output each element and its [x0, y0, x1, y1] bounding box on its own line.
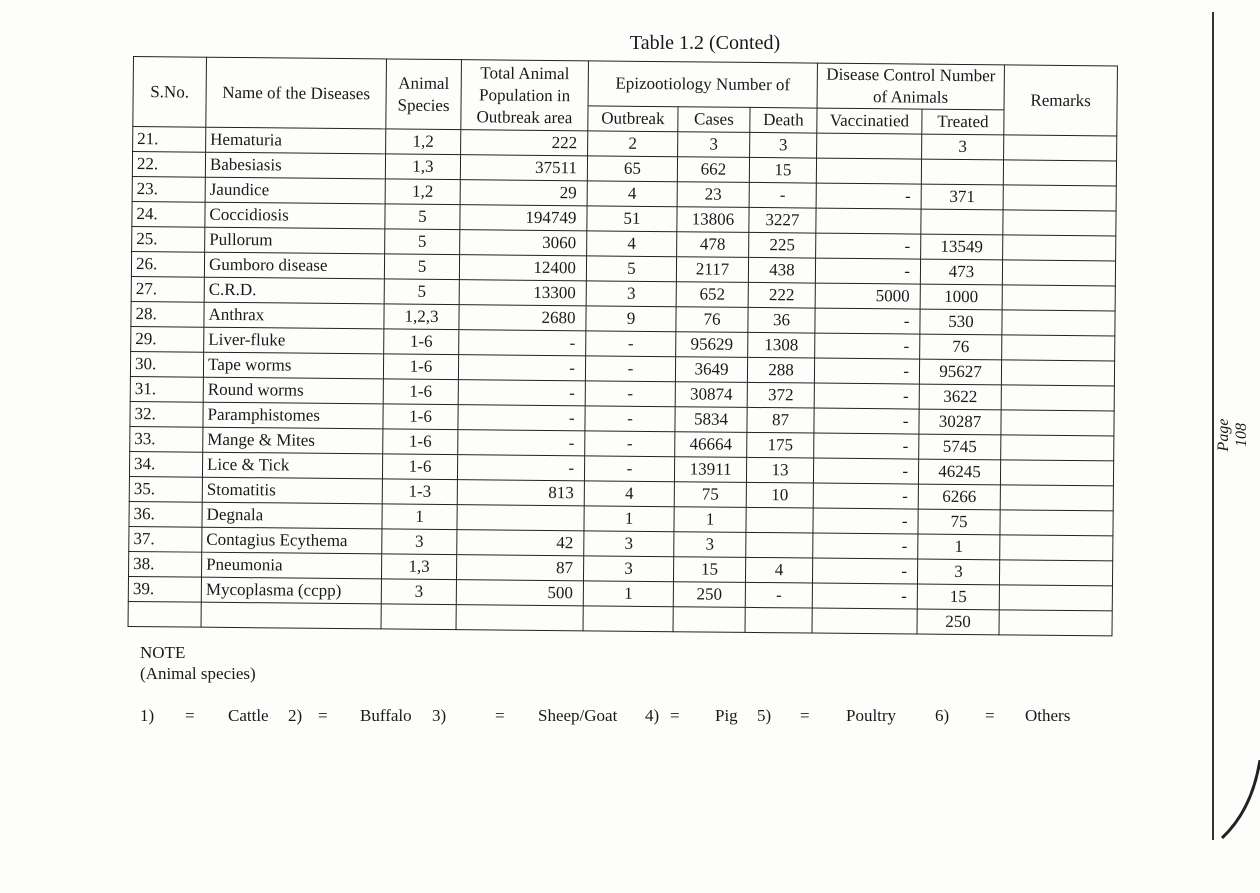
cell-species: 1-6	[384, 329, 459, 355]
cell-name: Degnala	[202, 502, 382, 529]
cell-death: 3	[750, 132, 817, 158]
cell-name: C.R.D.	[204, 277, 384, 304]
cell-species: 5	[384, 279, 459, 305]
cell-outbreak: -	[585, 406, 675, 432]
cell-outbreak: 3	[583, 556, 673, 582]
cell-treated: 76	[920, 334, 1002, 360]
cell-remarks	[1001, 435, 1114, 461]
table-header	[133, 57, 1118, 136]
cell-death	[746, 532, 813, 558]
cell-treated: 6266	[918, 484, 1000, 510]
table-title: Table 1.2 (Conted)	[629, 32, 781, 54]
header-name: Name of the Diseases	[206, 57, 387, 129]
cell-cases: 13806	[677, 207, 749, 233]
cell-treated	[921, 159, 1003, 185]
cell-cases: 76	[676, 307, 748, 333]
cell-species: 1-6	[382, 454, 457, 480]
note-subheading: (Animal species)	[140, 664, 256, 683]
cell-population: 222	[461, 130, 588, 156]
header-cases: Cases	[678, 107, 750, 133]
cell-species: 1-6	[383, 404, 458, 430]
cell-outbreak: -	[584, 456, 674, 482]
cell-population: 87	[456, 555, 583, 581]
header-vaccinated: Vaccinatied	[817, 108, 922, 134]
cell-population: 37511	[460, 155, 587, 181]
cell-outbreak: 4	[587, 181, 677, 207]
cell-population: 3060	[460, 230, 587, 256]
cell-cases: 15	[673, 557, 745, 583]
cell-death	[746, 507, 813, 533]
cell-name: Round worms	[203, 377, 383, 404]
cell-population: 13300	[459, 280, 586, 306]
cell-name: Pneumonia	[202, 552, 382, 579]
cell-species: 1,3	[381, 554, 456, 580]
cell-species: 1-6	[383, 429, 458, 455]
cell-death: 10	[746, 482, 813, 508]
cell-outbreak: 9	[586, 306, 676, 332]
cell-population: 813	[457, 480, 584, 506]
cell-remarks	[1004, 135, 1117, 161]
cell-treated: 1	[918, 534, 1000, 560]
cell-sno: 29.	[131, 326, 204, 352]
cell-cases: 652	[676, 282, 748, 308]
header-outbreak: Outbreak	[588, 106, 678, 132]
cell-remarks	[1000, 460, 1113, 486]
cell-name: Jaundice	[205, 177, 385, 204]
cell-species: 1	[382, 504, 457, 530]
cell-name: Mycoplasma (ccpp)	[201, 577, 381, 604]
cell-outbreak: 4	[584, 481, 674, 507]
cell-species: 1-6	[383, 354, 458, 380]
cell-sno	[128, 601, 201, 627]
legend-key: 2)	[288, 706, 303, 725]
cell-population: 2680	[459, 305, 586, 331]
cell-cases: 1	[674, 507, 746, 533]
cell-vaccinated: -	[815, 258, 920, 284]
cell-name: Tape worms	[203, 352, 383, 379]
cell-remarks	[999, 585, 1112, 611]
cell-cases: 478	[677, 232, 749, 258]
legend-key: 3)	[432, 706, 447, 725]
cell-sno: 31.	[130, 376, 203, 402]
cell-death: 222	[748, 282, 815, 308]
cell-name: Paramphistomes	[203, 402, 383, 429]
cell-remarks	[1000, 485, 1113, 511]
cell-treated: 250	[917, 609, 999, 635]
legend-equals: =	[985, 706, 995, 725]
cell-remarks	[1001, 360, 1114, 386]
cell-population: -	[458, 430, 585, 456]
header-sno: S.No.	[133, 57, 207, 128]
cell-outbreak: -	[586, 331, 676, 357]
cell-outbreak: 3	[586, 281, 676, 307]
note-heading: NOTE	[140, 643, 186, 662]
cell-death: 4	[745, 557, 812, 583]
cell-remarks	[1002, 285, 1115, 311]
cell-death: 175	[747, 432, 814, 458]
cell-death: 15	[749, 157, 816, 183]
cell-sno: 27.	[131, 276, 204, 302]
legend-value: Poultry	[846, 706, 897, 725]
cell-treated: 95627	[919, 359, 1001, 385]
legend-equals: =	[318, 706, 328, 725]
legend-equals: =	[495, 706, 505, 725]
cell-cases: 250	[673, 582, 745, 608]
cell-treated: 46245	[918, 459, 1000, 485]
cell-death: 288	[747, 357, 814, 383]
cell-species: 1,2	[385, 179, 460, 205]
cell-cases: 23	[677, 182, 749, 208]
cell-outbreak: 65	[587, 156, 677, 182]
legend-value: Others	[1025, 706, 1071, 725]
cell-population	[456, 605, 583, 631]
cell-death: 438	[748, 257, 815, 283]
cell-vaccinated: -	[816, 233, 921, 259]
cell-treated: 530	[920, 309, 1002, 335]
page-curl-mark	[1220, 760, 1260, 840]
cell-treated: 15	[917, 584, 999, 610]
legend-equals: =	[670, 706, 680, 725]
cell-cases: 3649	[675, 357, 747, 383]
cell-vaccinated: -	[813, 458, 918, 484]
legend-key: 6)	[935, 706, 950, 725]
cell-remarks	[1000, 510, 1113, 536]
cell-cases: 2117	[676, 257, 748, 283]
cell-death: 1308	[748, 332, 815, 358]
cell-sno: 33.	[130, 426, 203, 452]
cell-remarks	[1001, 410, 1114, 436]
cell-death: 13	[746, 457, 813, 483]
cell-cases: 662	[677, 157, 749, 183]
legend-equals: =	[800, 706, 810, 725]
cell-population: 194749	[460, 205, 587, 231]
table-body	[128, 127, 1117, 636]
cell-treated: 1000	[920, 284, 1002, 310]
cell-treated: 75	[918, 509, 1000, 535]
cell-vaccinated: -	[813, 508, 918, 534]
cell-name: Anthrax	[204, 302, 384, 329]
cell-species: 1,2	[386, 129, 461, 155]
cell-death: 372	[747, 382, 814, 408]
cell-population: -	[459, 330, 586, 356]
cell-remarks	[1003, 185, 1116, 211]
cell-population: -	[458, 380, 585, 406]
cell-outbreak: 1	[584, 506, 674, 532]
cell-cases: 75	[674, 482, 746, 508]
cell-population: 29	[460, 180, 587, 206]
cell-remarks	[1002, 310, 1115, 336]
cell-remarks	[999, 610, 1112, 636]
cell-sno: 36.	[129, 501, 202, 527]
cell-vaccinated: -	[812, 583, 917, 609]
legend-value: Pig	[715, 706, 738, 725]
cell-sno: 25.	[132, 226, 205, 252]
cell-sno: 22.	[132, 152, 205, 178]
cell-vaccinated	[812, 608, 917, 634]
cell-cases: 95629	[676, 332, 748, 358]
cell-name: Lice & Tick	[202, 452, 382, 479]
header-species: Animal Species	[386, 59, 462, 130]
cell-outbreak: -	[585, 381, 675, 407]
cell-treated: 371	[921, 184, 1003, 210]
cell-sno: 24.	[132, 201, 205, 227]
cell-name: Babesiasis	[205, 152, 385, 179]
cell-remarks	[1002, 335, 1115, 361]
cell-name: Liver-fluke	[204, 327, 384, 354]
cell-remarks	[1003, 235, 1116, 261]
cell-death: 3227	[749, 207, 816, 233]
cell-vaccinated: -	[812, 558, 917, 584]
cell-vaccinated: -	[814, 383, 919, 409]
cell-sno: 35.	[129, 476, 202, 502]
cell-outbreak	[583, 606, 673, 632]
cell-death: 225	[749, 232, 816, 258]
header-population: Total Animal Population in Outbreak area	[461, 60, 589, 131]
page-number: Page 108	[1215, 418, 1250, 452]
cell-population: 42	[457, 530, 584, 556]
cell-cases: 46664	[675, 432, 747, 458]
cell-outbreak: 2	[588, 131, 678, 157]
cell-cases: 3	[678, 132, 750, 158]
cell-population: -	[457, 455, 584, 481]
cell-name: Coccidiosis	[205, 202, 385, 229]
cell-sno: 26.	[131, 251, 204, 277]
cell-death: -	[749, 182, 816, 208]
cell-species: 1,2,3	[384, 304, 459, 330]
cell-treated: 13549	[921, 234, 1003, 260]
cell-name: Contagius Ecythema	[202, 527, 382, 554]
cell-death: -	[745, 582, 812, 608]
cell-vaccinated: -	[815, 333, 920, 359]
legend-key: 4)	[645, 706, 660, 725]
cell-species: 1,3	[385, 154, 460, 180]
cell-treated: 473	[920, 259, 1002, 285]
cell-sno: 39.	[128, 576, 201, 602]
cell-sno: 30.	[130, 351, 203, 377]
cell-remarks	[1000, 535, 1113, 561]
cell-name: Hematuria	[206, 127, 386, 154]
cell-treated	[921, 209, 1003, 235]
cell-species: 5	[385, 229, 460, 255]
cell-population: 500	[456, 580, 583, 606]
cell-treated: 5745	[919, 434, 1001, 460]
cell-death	[745, 607, 812, 633]
header-epizootiology: Epizootiology Number of	[588, 61, 817, 108]
cell-name	[201, 602, 381, 629]
cell-vaccinated: -	[814, 358, 919, 384]
cell-cases	[673, 607, 745, 633]
cell-cases: 5834	[675, 407, 747, 433]
cell-sno: 37.	[129, 526, 202, 552]
cell-remarks	[1003, 160, 1116, 186]
cell-cases: 3	[674, 532, 746, 558]
species-legend	[140, 706, 1100, 732]
legend-key: 1)	[140, 706, 155, 725]
cell-outbreak: 5	[586, 256, 676, 282]
cell-death: 87	[747, 407, 814, 433]
note-block	[140, 642, 256, 684]
cell-species: 1-6	[383, 379, 458, 405]
cell-outbreak: -	[585, 431, 675, 457]
cell-sno: 38.	[129, 551, 202, 577]
cell-sno: 23.	[132, 176, 205, 202]
legend-key: 5)	[757, 706, 772, 725]
header-death: Death	[750, 107, 817, 133]
cell-death: 36	[748, 307, 815, 333]
cell-species: 5	[384, 254, 459, 280]
page-edge-line	[1212, 12, 1214, 840]
cell-name: Gumboro disease	[204, 252, 384, 279]
cell-vaccinated: -	[814, 408, 919, 434]
cell-population: -	[458, 405, 585, 431]
cell-outbreak: 4	[587, 231, 677, 257]
cell-population	[457, 505, 584, 531]
cell-remarks	[1002, 260, 1115, 286]
cell-species: 5	[385, 204, 460, 230]
cell-species: 1-3	[382, 479, 457, 505]
table-container	[128, 56, 1117, 636]
cell-species: 3	[381, 579, 456, 605]
cell-treated: 30287	[919, 409, 1001, 435]
cell-vaccinated	[816, 208, 921, 234]
cell-outbreak: 3	[584, 531, 674, 557]
legend-equals: =	[185, 706, 195, 725]
cell-vaccinated: -	[813, 483, 918, 509]
header-remarks: Remarks	[1004, 65, 1118, 136]
cell-name: Stomatitis	[202, 477, 382, 504]
cell-name: Pullorum	[205, 227, 385, 254]
cell-sno: 21.	[133, 127, 206, 153]
cell-vaccinated: 5000	[815, 283, 920, 309]
cell-treated: 3622	[919, 384, 1001, 410]
cell-vaccinated	[816, 158, 921, 184]
header-treated: Treated	[922, 109, 1004, 135]
disease-table	[128, 56, 1118, 636]
cell-vaccinated	[817, 133, 922, 159]
cell-vaccinated: -	[816, 183, 921, 209]
cell-remarks	[1001, 385, 1114, 411]
cell-vaccinated: -	[815, 308, 920, 334]
cell-treated: 3	[917, 559, 999, 585]
cell-vaccinated: -	[814, 433, 919, 459]
cell-outbreak: 51	[587, 206, 677, 232]
cell-sno: 28.	[131, 301, 204, 327]
cell-species	[381, 604, 456, 630]
cell-sno: 34.	[129, 451, 202, 477]
cell-remarks	[999, 560, 1112, 586]
cell-outbreak: -	[585, 356, 675, 382]
cell-name: Mange & Mites	[203, 427, 383, 454]
legend-value: Buffalo	[360, 706, 412, 725]
cell-species: 3	[382, 529, 457, 555]
cell-vaccinated: -	[813, 533, 918, 559]
cell-sno: 32.	[130, 401, 203, 427]
legend-value: Sheep/Goat	[538, 706, 618, 725]
cell-population: 12400	[459, 255, 586, 281]
legend-value: Cattle	[228, 706, 269, 725]
cell-cases: 30874	[675, 382, 747, 408]
cell-cases: 13911	[674, 457, 746, 483]
cell-treated: 3	[922, 134, 1004, 160]
cell-remarks	[1003, 210, 1116, 236]
cell-outbreak: 1	[583, 581, 673, 607]
header-disease-control: Disease Control Number of Animals	[817, 63, 1004, 110]
cell-population: -	[458, 355, 585, 381]
